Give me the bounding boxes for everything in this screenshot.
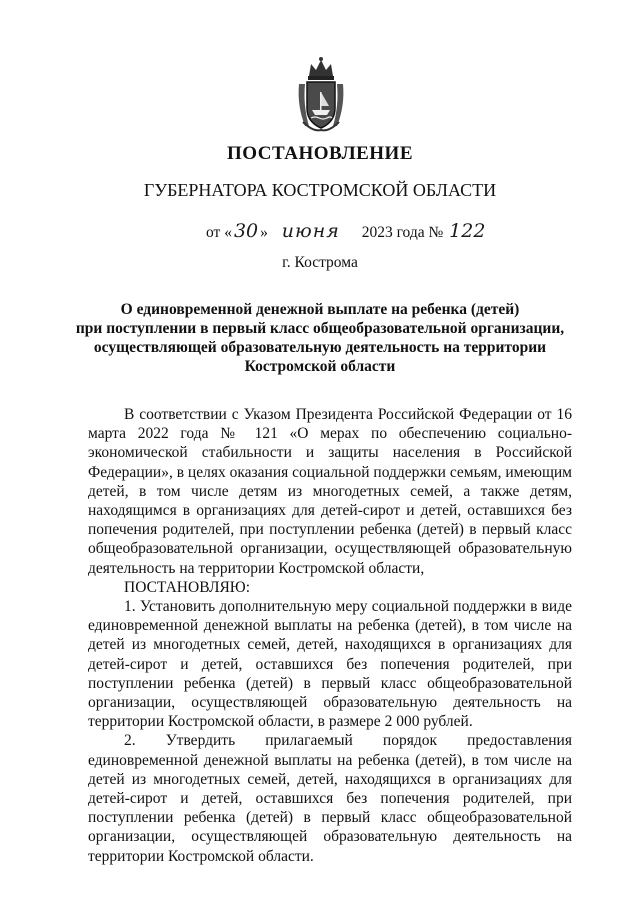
handwritten-month: июня — [281, 220, 340, 242]
document-title-line: Костромской области — [244, 358, 396, 375]
document-title-line: при поступлении в первый класс общеобразовательной организации, — [75, 320, 565, 337]
item-paragraph: 1. Установить дополнительную меру социальной поддержки в виде единовременной денежной выплаты на ребенка (детей), в том числе на детей из многодетных семей, детей, находящихся в организациях для детей-сирот и детей, оставшихся без попечения родителей, при поступлении ребенка (детей) в первый класс общеобразовательной организации, осуществляющей образовательную деятельность на территории Костромской области, в размере 2 000 рублей. — [88, 598, 572, 731]
date-prefix: от « — [206, 224, 232, 241]
document-type-title: ПОСТАНОВЛЕНИЕ — [226, 143, 414, 164]
item-paragraph: 2. Утвердить прилагаемый порядок предоставления единовременной денежной выплаты на ребенка (детей), в том числе на детей из многодетных семей, детей, находящихся в организациях для детей-сирот и детей, оставшихся без попечения родителей, при поступлении ребенка (детей) в первый класс общеобразовательной организации, осуществляющей образовательную деятельность на территории Костромской области. — [88, 732, 572, 865]
document-title — [40, 300, 600, 376]
kostroma-coat-of-arms-icon — [293, 56, 349, 134]
document-body — [88, 405, 572, 866]
handwritten-number: 122 — [449, 220, 486, 242]
date-mid: » — [260, 224, 268, 241]
document-title-line: осуществляющей образовательную деятельность на территории — [93, 339, 547, 356]
document-dateline — [206, 220, 485, 242]
issuer-title: ГУБЕРНАТОРА КОСТРОМСКОЙ ОБЛАСТИ — [143, 180, 497, 200]
document-title-line: О единовременной денежной выплате на ребенка (детей) — [120, 301, 520, 318]
city-line: г. Кострома — [282, 254, 358, 271]
decree-word: ПОСТАНОВЛЯЮ: — [124, 578, 251, 596]
handwritten-day: 30 — [233, 220, 259, 242]
date-year-text: 2023 года № — [361, 224, 444, 241]
preamble-paragraph: В соответствии с Указом Президента Российской Федерации от 16 марта 2022 года № 121 «О мерах по обеспечению социально-экономической стабильности и защиты населения в Российской Федерации», в целях оказания социальной поддержки семьям, имеющим детей, в том числе детям из многодетных семей, а также детям, находящимся в организациях для детей-сирот и детей, оставшихся без попечения родителей, при поступлении ребенка (детей) в первый класс общеобразовательной организации, осуществляющей образовательную деятельность на территории Костромской области, — [88, 406, 572, 577]
